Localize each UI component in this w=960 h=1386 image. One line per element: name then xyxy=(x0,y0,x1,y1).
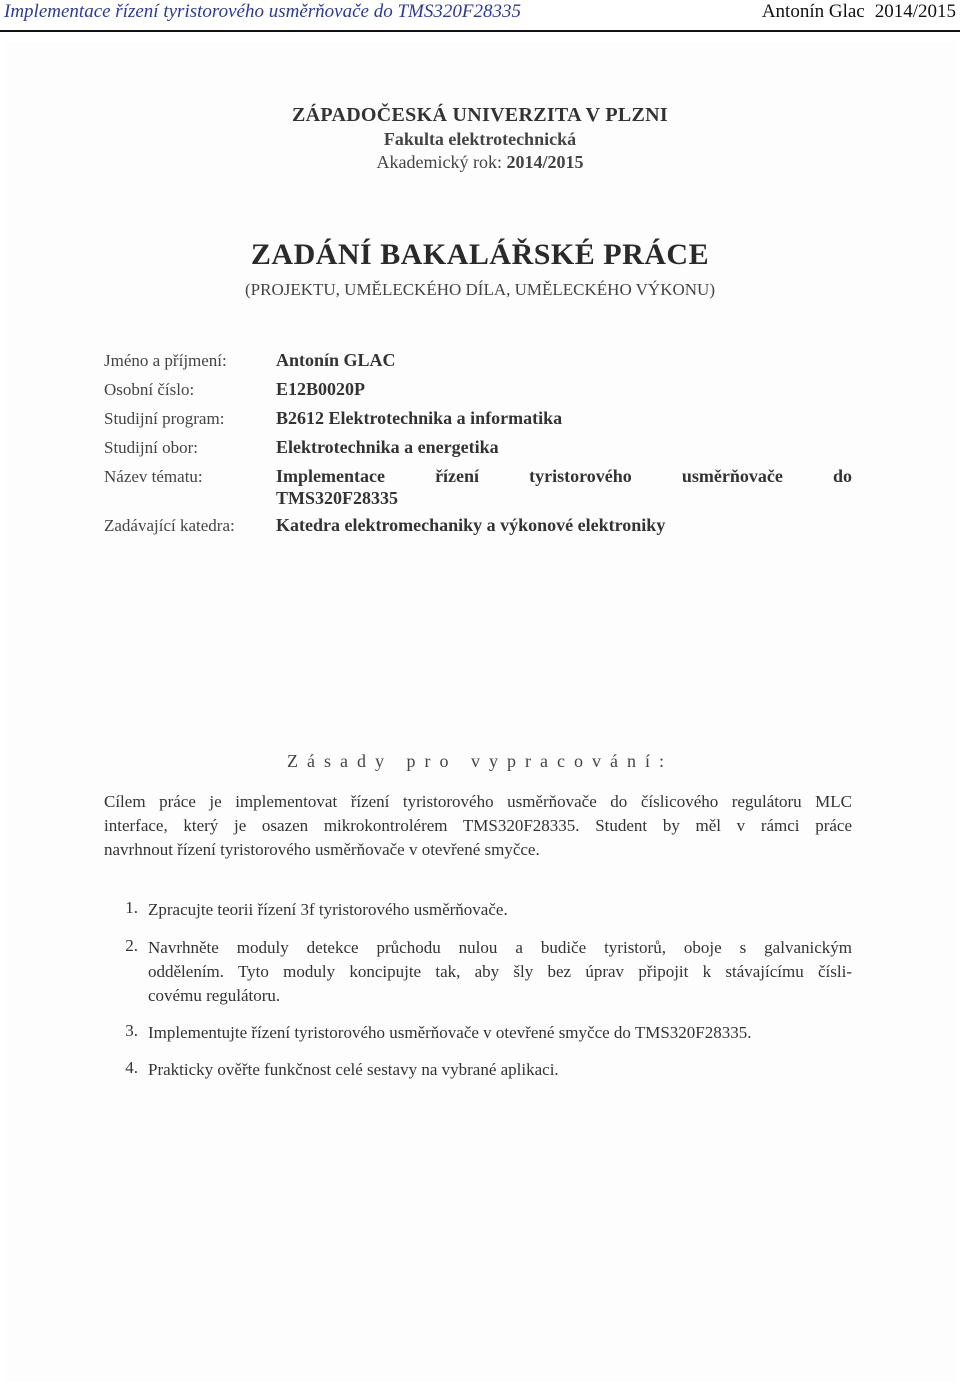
running-header-title: Implementace řízení tyristorového usměrňovače do TMS320F28335 xyxy=(4,1,521,22)
department-label: Zadávající katedra: xyxy=(104,516,235,535)
topic-value-line1 xyxy=(276,466,852,487)
list-item-number: 4. xyxy=(125,1058,138,1077)
topic-word: řízení xyxy=(435,466,480,486)
running-header-author: Antonín Glac xyxy=(761,1,865,22)
id-label: Osobní číslo: xyxy=(104,380,195,399)
intro-line: Cílem práce je implementovat řízení tyristorového usměrňovače do číslicového regulátoru MLC xyxy=(104,792,852,811)
principles-heading: Zásady pro vypracování: xyxy=(287,751,673,771)
department-value: Katedra elektromechaniky a výkonové elektroniky xyxy=(276,515,666,535)
topic-label: Název tématu: xyxy=(104,467,203,486)
list-item-line: covému regulátoru. xyxy=(148,986,281,1005)
faculty-name: Fakulta elektrotechnická xyxy=(383,129,577,149)
topic-value-line2: TMS320F28335 xyxy=(276,488,399,508)
intro-line: navrhnout řízení tyristorového usměrňovače v otevřené smyčce. xyxy=(104,840,540,859)
name-value: Antonín GLAC xyxy=(276,350,396,370)
intro-paragraph xyxy=(104,790,852,862)
list-item xyxy=(148,1021,852,1045)
running-header xyxy=(0,0,960,32)
academic-year-label: Akademický rok: xyxy=(376,152,502,172)
branch-value: Elektrotechnika a energetika xyxy=(276,437,499,457)
academic-year xyxy=(0,152,960,173)
topic-word: usměrňovače xyxy=(681,466,783,486)
list-item-line: Zpracujte teorii řízení 3f tyristorového usměrňovače. xyxy=(148,900,508,919)
list-item-line: Implementujte řízení tyristorového usměrňovače v otevřené smyčce do TMS320F28335. xyxy=(148,1023,752,1042)
list-item-number: 1. xyxy=(125,898,138,917)
program-label: Studijní program: xyxy=(104,409,225,428)
list-item xyxy=(148,898,852,922)
list-item-line: Navrhněte moduly detekce průchodu nulou a budiče tyristorů, oboje s galvanickým xyxy=(148,938,852,957)
academic-year-value: 2014/2015 xyxy=(506,152,584,172)
assignment-title: ZADÁNÍ BAKALÁŘSKÉ PRÁCE xyxy=(250,238,710,271)
list-item-line: Prakticky ověřte funkčnost celé sestavy na vybrané aplikaci. xyxy=(148,1060,559,1079)
list-item-number: 3. xyxy=(125,1021,138,1040)
topic-word: tyristorového xyxy=(529,466,632,486)
name-label: Jméno a příjmení: xyxy=(104,351,227,370)
running-header-year: 2014/2015 xyxy=(874,1,956,22)
intro-line: interface, který je osazen mikrokontrolérem TMS320F28335. Student by měl v rámci práce xyxy=(104,816,852,835)
topic-word: do xyxy=(832,466,852,486)
list-item-number: 2. xyxy=(125,936,138,955)
list-item xyxy=(148,936,852,1008)
list-item xyxy=(148,1058,852,1082)
program-value: B2612 Elektrotechnika a informatika xyxy=(276,408,563,428)
list-item-line: oddělením. Tyto moduly koncipujte tak, aby šly bez úprav připojit k stávajícímu čísli- xyxy=(148,962,852,981)
branch-label: Studijní obor: xyxy=(104,438,198,457)
university-name: ZÁPADOČESKÁ UNIVERZITA V PLZNI xyxy=(292,104,668,126)
id-value: E12B0020P xyxy=(276,379,366,399)
assignment-subtitle: (PROJEKTU, UMĚLECKÉHO DÍLA, UMĚLECKÉHO VÝKONU) xyxy=(245,280,715,299)
topic-word: Implementace xyxy=(276,466,385,486)
running-header-meta xyxy=(752,1,956,23)
